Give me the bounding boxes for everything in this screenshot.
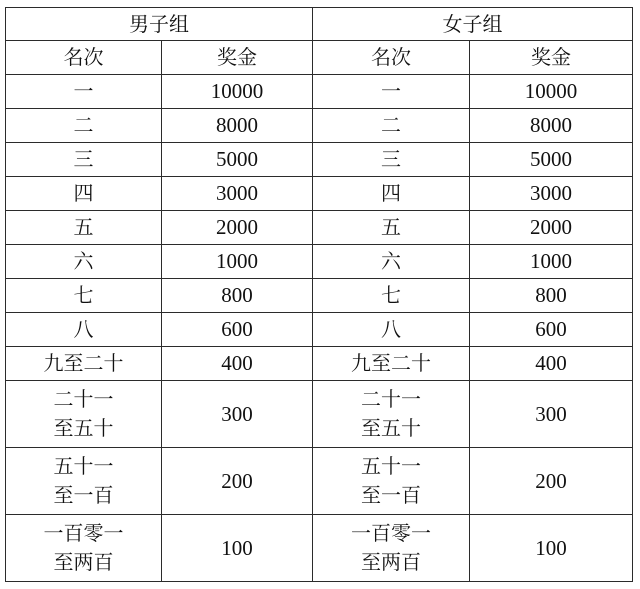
men-prize-cell: 100	[162, 515, 313, 582]
men-prize-cell: 600	[162, 313, 313, 347]
men-group-header: 男子组	[6, 8, 313, 41]
rank-text: 二	[381, 113, 401, 137]
rank-text: 六	[381, 249, 401, 273]
rank-text: 一	[73, 79, 94, 103]
men-prize-cell: 3000	[162, 177, 313, 211]
rank-text: 八	[381, 317, 401, 341]
men-rank-cell	[6, 515, 162, 582]
men-rank-cell	[6, 109, 162, 143]
men-rank-cell	[6, 448, 162, 515]
men-rank-cell	[6, 143, 162, 177]
prize-rows	[6, 75, 633, 582]
women-rank-cell	[313, 347, 470, 381]
men-prize-cell: 10000	[162, 75, 313, 109]
rank-text: 三	[73, 147, 94, 171]
table-row	[6, 279, 633, 313]
women-rank-cell	[313, 109, 470, 143]
women-prize-cell: 600	[470, 313, 633, 347]
women-rank-cell	[313, 279, 470, 313]
table-row	[6, 515, 633, 582]
women-prize-cell: 100	[470, 515, 633, 582]
rank-text: 八	[73, 317, 94, 341]
rank-text: 三	[381, 147, 401, 171]
men-rank-cell	[6, 381, 162, 448]
women-prize-cell: 200	[470, 448, 633, 515]
rank-text: 至一百	[361, 483, 421, 507]
women-rank-cell	[313, 515, 470, 582]
women-rank-cell	[313, 75, 470, 109]
men-prize-cell: 800	[162, 279, 313, 313]
women-rank-cell	[313, 211, 470, 245]
men-prize-cell: 1000	[162, 245, 313, 279]
men-prize-cell: 400	[162, 347, 313, 381]
men-rank-cell	[6, 245, 162, 279]
table-row	[6, 245, 633, 279]
men-prize-header: 奖金	[162, 41, 313, 75]
rank-text: 五十一	[361, 454, 421, 478]
column-header-row	[6, 41, 633, 75]
table-row	[6, 109, 633, 143]
rank-text: 九至二十	[43, 351, 124, 375]
women-prize-cell: 8000	[470, 109, 633, 143]
men-rank-cell	[6, 75, 162, 109]
men-prize-cell: 5000	[162, 143, 313, 177]
men-prize-cell: 8000	[162, 109, 313, 143]
rank-text: 四	[73, 181, 94, 205]
men-prize-cell: 200	[162, 448, 313, 515]
rank-text: 至五十	[361, 416, 421, 440]
women-prize-cell: 10000	[470, 75, 633, 109]
women-prize-cell: 300	[470, 381, 633, 448]
women-rank-cell	[313, 177, 470, 211]
men-prize-cell: 300	[162, 381, 313, 448]
rank-text: 至两百	[53, 550, 114, 574]
women-prize-cell: 3000	[470, 177, 633, 211]
rank-text: 五十一	[53, 454, 114, 478]
rank-text: 九至二十	[351, 351, 431, 375]
table-row	[6, 143, 633, 177]
rank-text: 二十一	[53, 387, 114, 411]
men-rank-cell	[6, 211, 162, 245]
rank-text: 四	[381, 181, 401, 205]
rank-text: 五	[73, 215, 94, 239]
rank-text: 至五十	[53, 416, 114, 440]
table-row	[6, 448, 633, 515]
table-row	[6, 211, 633, 245]
prize-table-container	[5, 7, 633, 582]
men-rank-cell	[6, 177, 162, 211]
women-rank-cell	[313, 245, 470, 279]
rank-text: 至两百	[361, 550, 421, 574]
rank-text: 一百零一	[43, 521, 124, 545]
men-rank-cell	[6, 313, 162, 347]
women-prize-cell: 400	[470, 347, 633, 381]
rank-text: 一	[381, 79, 401, 103]
women-prize-cell: 2000	[470, 211, 633, 245]
rank-text: 一百零一	[351, 521, 431, 545]
table-row	[6, 347, 633, 381]
rank-text: 二	[73, 113, 94, 137]
women-rank-cell	[313, 448, 470, 515]
women-rank-cell	[313, 381, 470, 448]
rank-text: 至一百	[53, 483, 114, 507]
men-rank-cell	[6, 347, 162, 381]
table-row	[6, 381, 633, 448]
rank-text: 五	[381, 215, 401, 239]
rank-text: 七	[73, 283, 94, 307]
women-prize-header: 奖金	[470, 41, 633, 75]
table-row	[6, 313, 633, 347]
women-rank-cell	[313, 313, 470, 347]
table-row	[6, 177, 633, 211]
women-rank-header: 名次	[313, 41, 470, 75]
women-prize-cell: 5000	[470, 143, 633, 177]
rank-text: 六	[73, 249, 94, 273]
women-rank-cell	[313, 143, 470, 177]
women-group-header: 女子组	[313, 8, 633, 41]
prize-table	[5, 7, 633, 582]
table-row	[6, 75, 633, 109]
group-header-row	[6, 8, 633, 41]
women-prize-cell: 800	[470, 279, 633, 313]
rank-text: 七	[381, 283, 401, 307]
men-rank-header: 名次	[6, 41, 162, 75]
women-prize-cell: 1000	[470, 245, 633, 279]
men-rank-cell	[6, 279, 162, 313]
rank-text: 二十一	[361, 387, 421, 411]
men-prize-cell: 2000	[162, 211, 313, 245]
